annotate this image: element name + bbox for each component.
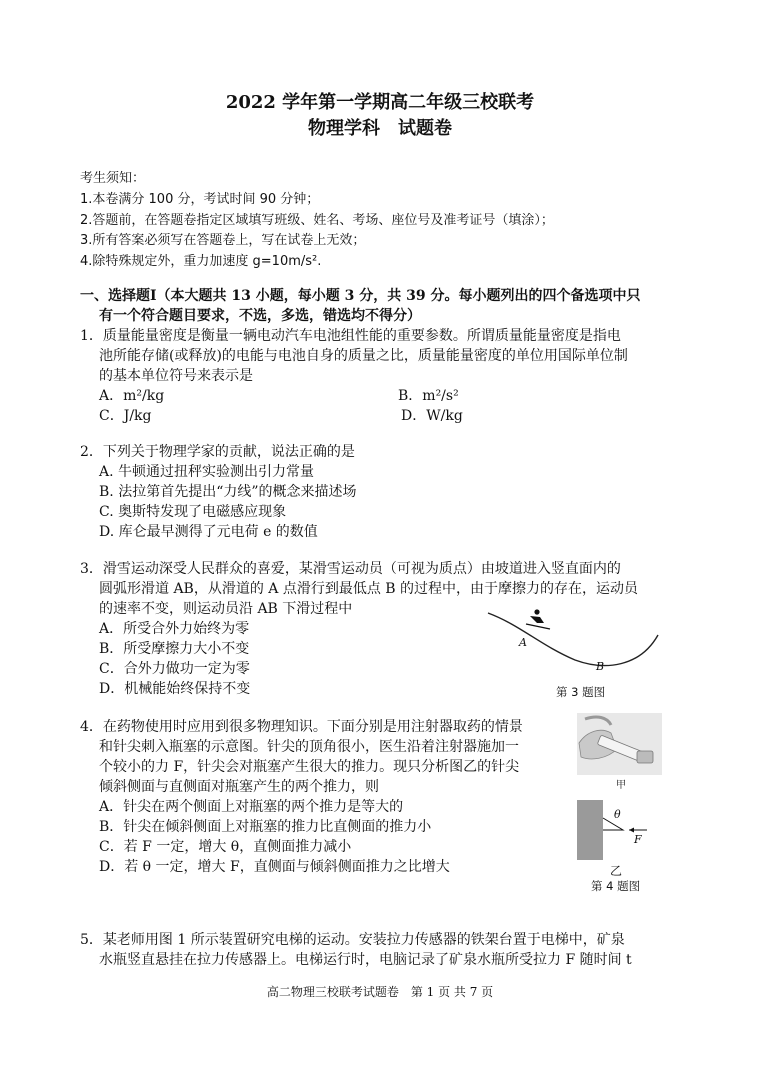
q2-stem: 2．下列关于物理学家的贡献，说法正确的是 (80, 444, 355, 460)
theta-label: θ (614, 808, 621, 821)
q3-option-a: A．所受合外力始终为零 (99, 621, 250, 637)
arc-track (488, 613, 658, 666)
notice-item: 2.答题前，在答题卷指定区域填写班级、姓名、考场、座位号及准考证号（填涂）； (80, 213, 554, 228)
notice-item: 1.本卷满分 100 分，考试时间 90 分钟； (80, 192, 320, 207)
bottle-stopper (577, 800, 603, 860)
q1-stem-line: 池所能存储(或释放)的电能与电池自身的质量之比，质量能量密度的单位用国际单位制 (99, 348, 628, 364)
q4-syringe-photo (577, 713, 662, 775)
q3-figure-caption: 第 3 题图 (556, 685, 606, 699)
q3-slope-diagram (480, 595, 670, 680)
q2-option-b: B. 法拉第首先提出“力线”的概念来描述场 (99, 484, 357, 500)
figure-yi-label: 乙 (610, 864, 623, 878)
figure-jia-label: 甲 (616, 780, 626, 791)
q4-figure-caption: 第 4 题图 (591, 879, 641, 893)
q4-stem-line: 4．在药物使用时应用到很多物理知识。下面分别是用注射器取药的情景 (80, 719, 523, 735)
exam-title: 2022 学年第一学期高二年级三校联考 (225, 92, 535, 113)
q2-option-a: A. 牛顿通过扭秤实验测出引力常量 (99, 464, 315, 480)
exam-subtitle: 物理学科 试题卷 (308, 118, 452, 139)
q1-stem-line: 的基本单位符号来表示是 (99, 368, 253, 384)
q1-option-c: C．J/kg (99, 408, 152, 424)
q1-option-a: A．m²/kg (99, 388, 165, 404)
q3-option-d: D．机械能始终保持不变 (99, 681, 251, 697)
q5-stem-line: 水瓶竖直悬挂在拉力传感器上。电梯运行时，电脑记录了矿泉水瓶所受拉力 F 随时间 t (99, 952, 632, 968)
q4-stem-line: 个较小的力 F，针尖会对瓶塞产生很大的推力。现只分析图乙的针尖 (99, 759, 520, 775)
notice-item: 4.除特殊规定外，重力加速度 g=10m/s². (80, 254, 322, 269)
section-heading: 有一个符合题目要求，不选，多选，错选均不得分） (99, 308, 421, 324)
q3-option-b: B．所受摩擦力大小不变 (99, 641, 250, 657)
q4-option-b: B．针尖在倾斜侧面上对瓶塞的推力比直侧面的推力小 (99, 819, 432, 835)
notice-item: 3.所有答案必须写在答题卷上，写在试卷上无效； (80, 233, 366, 248)
q4-option-c: C．若 F 一定，增大 θ，直侧面推力减小 (99, 839, 352, 855)
q1-option-d: D．W/kg (401, 408, 463, 424)
q5-stem-line: 5．某老师用图 1 所示装置研究电梯的运动。安装拉力传感器的铁架台置于电梯中，矿泉 (80, 932, 625, 948)
q2-option-c: C. 奥斯特发现了电磁感应现象 (99, 504, 287, 520)
q3-stem-line: 3．滑雪运动深受人民群众的喜爱，某滑雪运动员（可视为质点）由坡道进入竖直面内的 (80, 561, 621, 577)
skier-icon (526, 609, 550, 629)
q4-stem-line: 和针尖刺入瓶塞的示意图。针尖的顶角很小，医生沿着注射器施加一 (99, 739, 519, 755)
point-b-label: B (596, 660, 605, 673)
page-footer: 高二物理三校联考试题卷 第 1 页 共 7 页 (266, 985, 494, 999)
q4-option-a: A．针尖在两个侧面上对瓶塞的两个推力是等大的 (99, 799, 404, 815)
notice-heading: 考生须知： (80, 171, 146, 186)
q4-stem-line: 倾斜侧面与直侧面对瓶塞产生的两个推力，则 (99, 779, 379, 795)
q2-option-d: D. 库仑最早测得了元电荷 e 的数值 (99, 524, 318, 540)
q1-option-b: B．m²/s² (398, 388, 459, 404)
q3-option-c: C．合外力做功一定为零 (99, 661, 250, 677)
q1-stem-line: 1．质量能量密度是衡量一辆电动汽车电池组性能的重要参数。所谓质量能量密度是指电 (80, 328, 621, 344)
section-heading: 一、选择题Ⅰ（本大题共 13 小题，每小题 3 分，共 39 分。每小题列出的四个备选项中只 (80, 288, 641, 304)
q4-option-d: D．若 θ 一定，增大 F，直侧面与倾斜侧面推力之比增大 (99, 859, 450, 875)
force-f-label: F (634, 833, 642, 846)
point-a-label: A (519, 636, 527, 649)
q3-stem-line: 圆弧形滑道 AB，从滑道的 A 点滑行到最低点 B 的过程中，由于摩擦力的存在，运动员 (99, 581, 639, 597)
q3-stem-line: 的速率不变，则运动员沿 AB 下滑过程中 (99, 601, 353, 617)
